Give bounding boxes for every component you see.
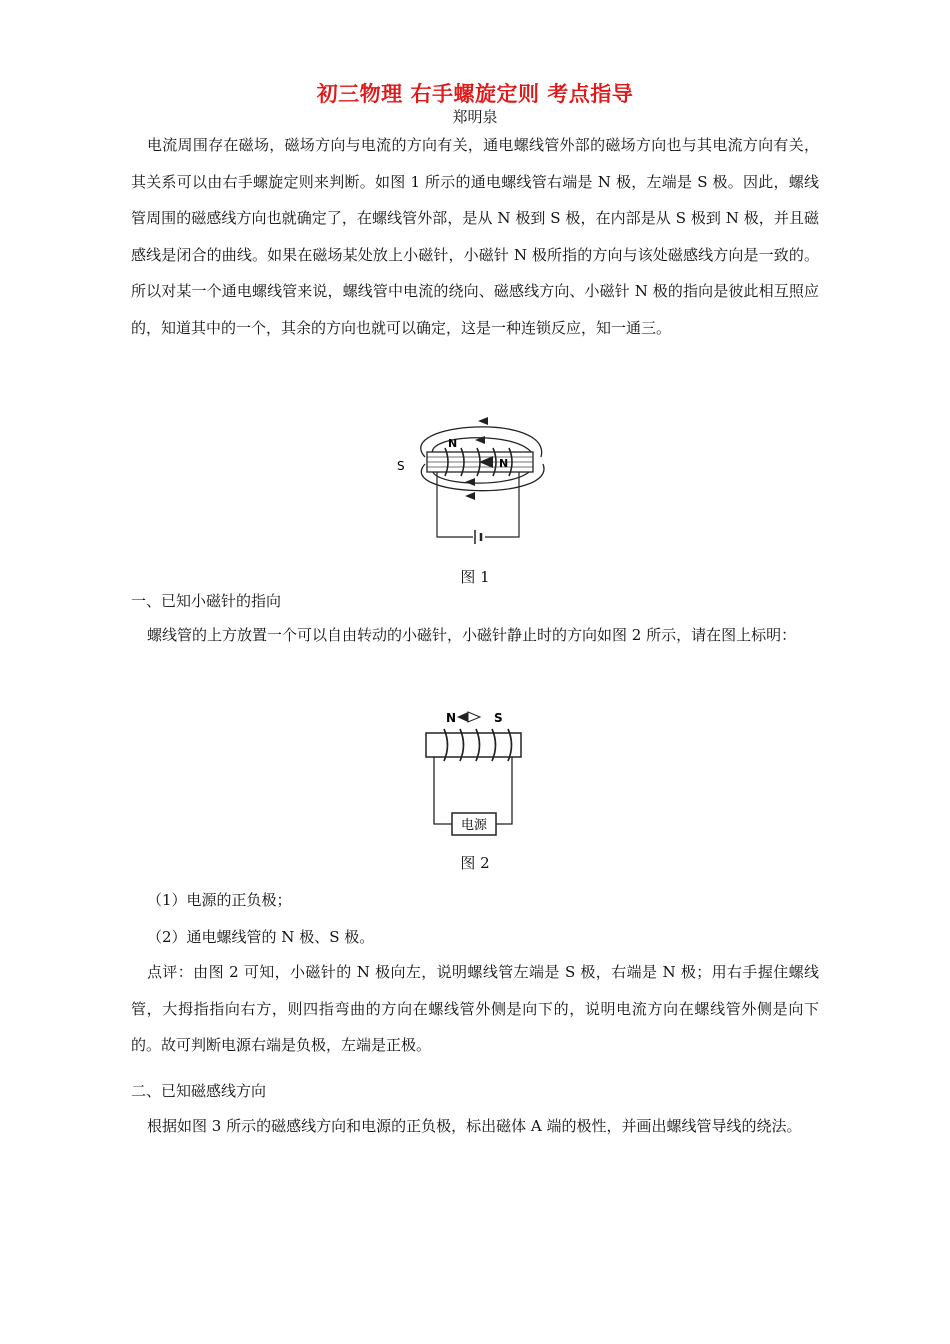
compass-needle-icon [457, 712, 468, 722]
figure-1-caption: 图 1 [460, 568, 490, 586]
question-1: （1）电源的正负极； [147, 891, 292, 909]
needle-label-n: N [446, 711, 457, 725]
pole-label-n-top: N [448, 437, 458, 450]
figure-1-solenoid-diagram [393, 412, 563, 552]
comment-paragraph: 点评：由图 2 可知，小磁针的 N 极向左，说明螺线管左端是 S 极，右端是 N 极；用右手握住螺线管，大拇指指向右方，则四指弯曲的方向在螺线管外侧是向下的，说明电流方向在螺线管外侧是向下的。故可判断电源右端是负极，左端是正极。 [131, 963, 819, 1054]
question-2: （2）通电螺线管的 N 极、S 极。 [147, 928, 375, 946]
section-1-paragraph: 螺线管的上方放置一个可以自由转动的小磁针，小磁针静止时的方向如图 2 所示，请在图上标明： [147, 626, 797, 644]
section-2-paragraph: 根据如图 3 所示的磁感线方向和电源的正负极，标出磁体 A 端的极性，并画出螺线管导线的绕法。 [147, 1117, 802, 1135]
section-2-heading: 二、已知磁感线方向 [131, 1082, 267, 1100]
document-title: 初三物理 右手螺旋定则 考点指导 [316, 82, 634, 106]
field-arrow-icon [465, 478, 475, 486]
section-1-heading: 一、已知小磁针的指向 [131, 592, 282, 610]
figure-2-caption: 图 2 [460, 854, 490, 872]
pole-label-n-right: N [499, 457, 509, 470]
power-source-label: 电源 [460, 818, 488, 833]
needle-label-s: S [494, 711, 503, 725]
field-arrow-icon [465, 492, 475, 500]
figure-2-solenoid-circuit [420, 706, 530, 846]
author-name: 郑明泉 [452, 108, 498, 126]
intro-paragraph: 电流周围存在磁场，磁场方向与电流的方向有关，通电螺线管外部的磁场方向也与其电流方向有关，其关系可以由右手螺旋定则来判断。如图 1 所示的通电螺线管右端是 N 极，左端是 S 极。因此，螺线管周围的磁感线方向也就确定了，在螺线管外部，是从 N 极到 S 极，在内部是从 S 极到 N 极，并且磁感线是闭合的曲线。如果在磁场某处放上小磁针，小磁针 N 极所指的方向与该处磁感线方向是一致的。所以对某一个通电螺线管来说，螺线管中电流的绕向、磁感线方向、小磁针 N 极的指向是彼此相互照应的，知道其中的一个，其余的方向也就可以确定，这是一种连锁反应，知一通三。 [131, 136, 819, 337]
field-arrow-icon [478, 417, 488, 425]
pole-label-s: S [397, 459, 405, 473]
